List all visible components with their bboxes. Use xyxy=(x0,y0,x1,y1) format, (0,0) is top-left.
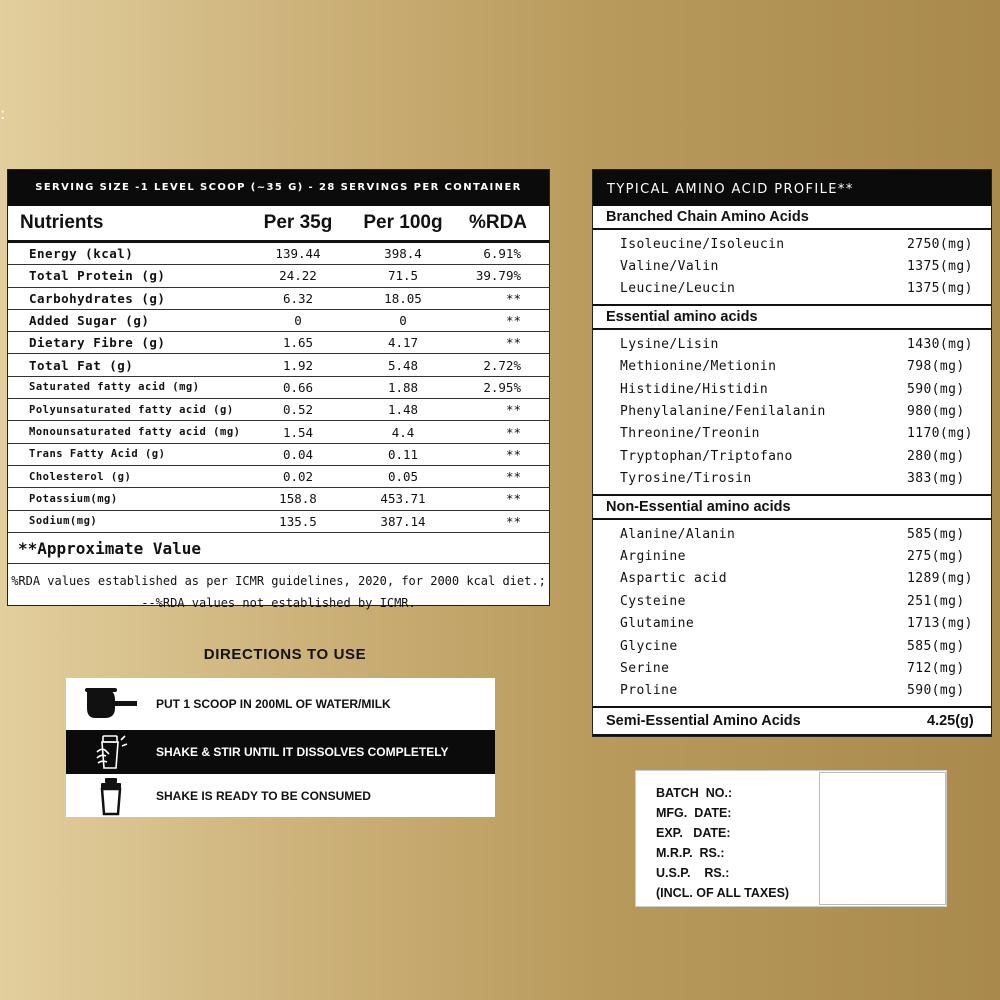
batch-stamp-area xyxy=(819,772,946,905)
amino-row xyxy=(593,333,991,355)
amino-value: 585(mg) xyxy=(907,638,965,654)
amino-row xyxy=(593,423,991,445)
rda-value: ** xyxy=(505,446,521,462)
amino-row xyxy=(593,233,991,255)
amino-name: Glutamine xyxy=(620,616,695,632)
amino-row xyxy=(593,468,991,490)
amino-acid-profile xyxy=(592,169,992,737)
per-100g-value: 18.05 xyxy=(384,290,422,306)
batch-info-box xyxy=(635,770,947,907)
batch-line: U.S.P. RS.: xyxy=(656,866,730,880)
nutrient-name: Sodium(mg) xyxy=(29,515,98,528)
nutrient-name: Potassium(mg) xyxy=(29,492,118,505)
per-35g-value: 0.52 xyxy=(282,402,314,418)
per-100g-value: 0 xyxy=(399,313,407,329)
amino-row xyxy=(593,356,991,378)
amino-name: Proline xyxy=(620,683,678,699)
col-per-35g: Per 35g xyxy=(263,212,333,233)
nutrition-row xyxy=(8,421,549,443)
nutrient-name: Monounsaturated fatty acid (mg) xyxy=(29,426,241,439)
amino-name: Leucine/Leucin xyxy=(620,281,736,297)
per-100g-value: 1.48 xyxy=(387,402,419,418)
batch-line: BATCH NO.: xyxy=(656,786,733,800)
amino-row xyxy=(593,657,991,679)
per-35g-value: 1.65 xyxy=(282,335,314,351)
rda-value: ** xyxy=(505,402,521,418)
direction-step-3 xyxy=(66,774,495,817)
amino-value: 585(mg) xyxy=(907,526,965,542)
per-100g-value: 453.71 xyxy=(380,491,426,507)
amino-name: Lysine/Lisin xyxy=(620,336,719,352)
per-35g-value: 158.8 xyxy=(279,491,317,507)
nutrient-name: Saturated fatty acid (mg) xyxy=(29,381,200,394)
nutrient-name: Added Sugar (g) xyxy=(29,313,150,329)
amino-name: Cysteine xyxy=(620,593,686,609)
amino-section-heading: Branched Chain Amino Acids xyxy=(593,206,991,230)
amino-section-heading: Essential amino acids xyxy=(593,306,991,330)
amino-value: 980(mg) xyxy=(907,404,965,420)
serving-size-header: SERVING SIZE -1 LEVEL SCOOP (~35 G) - 28 SERVINGS PER CONTAINER xyxy=(8,170,549,206)
amino-name: Isoleucine/Isoleucin xyxy=(620,236,785,252)
rda-value: 39.79% xyxy=(475,268,521,284)
nutrition-row xyxy=(8,354,549,376)
nutrition-row xyxy=(8,511,549,533)
per-35g-value: 6.32 xyxy=(282,290,314,306)
amino-title: TYPICAL AMINO ACID PROFILE** xyxy=(593,170,991,206)
amino-group xyxy=(593,230,991,306)
rda-footnote-line-1: %RDA values established as per ICMR guidelines, 2020, for 2000 kcal diet.; xyxy=(11,573,546,588)
amino-row xyxy=(593,445,991,467)
per-100g-value: 71.5 xyxy=(387,268,419,284)
per-35g-value: 1.54 xyxy=(282,424,314,440)
nutrition-row xyxy=(8,243,549,265)
rda-value: ** xyxy=(505,335,521,351)
amino-value: 1713(mg) xyxy=(907,616,973,632)
nutrition-row xyxy=(8,488,549,510)
amino-row xyxy=(593,278,991,300)
direction-step-3-text: SHAKE IS READY TO BE CONSUMED xyxy=(156,788,371,803)
semi-essential-value: 4.25(g) xyxy=(927,713,974,730)
nutrition-row xyxy=(8,377,549,399)
per-35g-value: 0.02 xyxy=(282,469,314,485)
per-100g-value: 0.05 xyxy=(387,469,419,485)
amino-name: Arginine xyxy=(620,548,686,564)
amino-row xyxy=(593,612,991,634)
amino-section-heading: Non-Essential amino acids xyxy=(593,496,991,520)
amino-value: 1375(mg) xyxy=(907,259,973,275)
batch-line: EXP. DATE: xyxy=(656,826,731,840)
nutrient-name: Energy (kcal) xyxy=(29,246,134,262)
decor-mark: : xyxy=(0,104,6,123)
amino-group xyxy=(593,330,991,496)
rda-value: ** xyxy=(505,491,521,507)
batch-line: (INCL. OF ALL TAXES) xyxy=(656,886,790,900)
direction-step-1-text: PUT 1 SCOOP IN 200ML OF WATER/MILK xyxy=(156,697,391,711)
shake-hand-icon xyxy=(66,732,156,772)
amino-name: Threonine/Treonin xyxy=(620,426,760,442)
nutrition-row xyxy=(8,332,549,354)
direction-step-2 xyxy=(66,730,495,774)
amino-value: 798(mg) xyxy=(907,359,965,375)
per-35g-value: 0.66 xyxy=(282,379,314,395)
amino-name: Histidine/Histidin xyxy=(620,381,769,397)
amino-value: 1289(mg) xyxy=(907,571,973,587)
amino-name: Aspartic acid xyxy=(620,571,727,587)
amino-name: Glycine xyxy=(620,638,678,654)
amino-group xyxy=(593,520,991,708)
per-35g-value: 139.44 xyxy=(275,246,321,262)
rda-value: 2.95% xyxy=(483,379,521,395)
amino-row xyxy=(593,255,991,277)
amino-value: 280(mg) xyxy=(907,448,965,464)
rda-value: ** xyxy=(505,469,521,485)
shaker-bottle-icon xyxy=(66,776,156,816)
amino-value: 1170(mg) xyxy=(907,426,973,442)
batch-line: MFG. DATE: xyxy=(656,806,732,820)
amino-value: 590(mg) xyxy=(907,683,965,699)
nutrition-row xyxy=(8,310,549,332)
rda-value: ** xyxy=(505,290,521,306)
per-100g-value: 398.4 xyxy=(384,246,422,262)
col-rda: %RDA xyxy=(468,212,528,233)
approx-note: **Approximate Value xyxy=(8,533,549,564)
scoop-icon xyxy=(66,684,156,724)
nutrient-name: Cholesterol (g) xyxy=(29,470,132,483)
nutrition-rows xyxy=(8,243,549,533)
nutrition-column-headers xyxy=(8,206,549,243)
rda-footnote xyxy=(8,564,549,614)
amino-value: 1430(mg) xyxy=(907,336,973,352)
amino-name: Tryptophan/Triptofano xyxy=(620,448,793,464)
amino-name: Phenylalanine/Fenilalanin xyxy=(620,404,826,420)
amino-value: 2750(mg) xyxy=(907,236,973,252)
nutrient-name: Trans Fatty Acid (g) xyxy=(29,448,166,461)
per-35g-value: 135.5 xyxy=(279,513,317,529)
nutrient-name: Polyunsaturated fatty acid (g) xyxy=(29,403,234,416)
amino-row xyxy=(593,568,991,590)
direction-step-1 xyxy=(66,678,495,730)
rda-value: ** xyxy=(505,513,521,529)
amino-row xyxy=(593,400,991,422)
rda-value: 2.72% xyxy=(483,357,521,373)
direction-step-2-text: SHAKE & STIR UNTIL IT DISSOLVES COMPLETELY xyxy=(156,745,449,759)
per-100g-value: 4.4 xyxy=(391,424,415,440)
per-100g-value: 1.88 xyxy=(387,379,419,395)
amino-row xyxy=(593,680,991,702)
amino-name: Tyrosine/Tirosin xyxy=(620,471,752,487)
nutrition-row xyxy=(8,265,549,287)
batch-lines xyxy=(656,783,789,903)
amino-name: Serine xyxy=(620,660,670,676)
col-nutrients: Nutrients xyxy=(20,212,104,233)
nutrient-name: Total Fat (g) xyxy=(29,357,134,373)
nutrition-row xyxy=(8,466,549,488)
nutrient-name: Total Protein (g) xyxy=(29,268,166,284)
amino-row xyxy=(593,635,991,657)
directions-title: DIRECTIONS TO USE xyxy=(203,646,367,663)
amino-sections xyxy=(593,206,991,708)
amino-value: 251(mg) xyxy=(907,593,965,609)
amino-name: Valine/Valin xyxy=(620,259,719,275)
per-35g-value: 0.04 xyxy=(282,446,314,462)
amino-value: 275(mg) xyxy=(907,548,965,564)
amino-row xyxy=(593,545,991,567)
amino-row xyxy=(593,378,991,400)
nutrition-row xyxy=(8,444,549,466)
amino-row xyxy=(593,523,991,545)
nutrient-name: Dietary Fibre (g) xyxy=(29,335,166,351)
per-100g-value: 0.11 xyxy=(387,446,419,462)
amino-value: 712(mg) xyxy=(907,660,965,676)
rda-value: ** xyxy=(505,424,521,440)
rda-value: ** xyxy=(505,313,521,329)
per-35g-value: 1.92 xyxy=(282,357,314,373)
per-100g-value: 387.14 xyxy=(380,513,426,529)
amino-name: Methionine/Metionin xyxy=(620,359,777,375)
nutrient-name: Carbohydrates (g) xyxy=(29,290,166,306)
semi-essential-row xyxy=(593,708,991,736)
amino-value: 383(mg) xyxy=(907,471,965,487)
batch-line: M.R.P. RS.: xyxy=(656,846,725,860)
rda-value: 6.91% xyxy=(483,246,521,262)
amino-value: 1375(mg) xyxy=(907,281,973,297)
amino-name: Alanine/Alanin xyxy=(620,526,736,542)
nutrition-row xyxy=(8,288,549,310)
rda-footnote-line-2: --%RDA values not established by ICMR. xyxy=(141,595,416,610)
nutrition-row xyxy=(8,399,549,421)
per-100g-value: 5.48 xyxy=(387,357,419,373)
amino-value: 590(mg) xyxy=(907,381,965,397)
per-100g-value: 4.17 xyxy=(387,335,419,351)
per-35g-value: 24.22 xyxy=(279,268,317,284)
amino-row xyxy=(593,590,991,612)
per-35g-value: 0 xyxy=(294,313,302,329)
semi-essential-label: Semi-Essential Amino Acids xyxy=(606,713,801,730)
col-per-100g: Per 100g xyxy=(363,212,443,233)
nutrition-table xyxy=(7,169,550,610)
